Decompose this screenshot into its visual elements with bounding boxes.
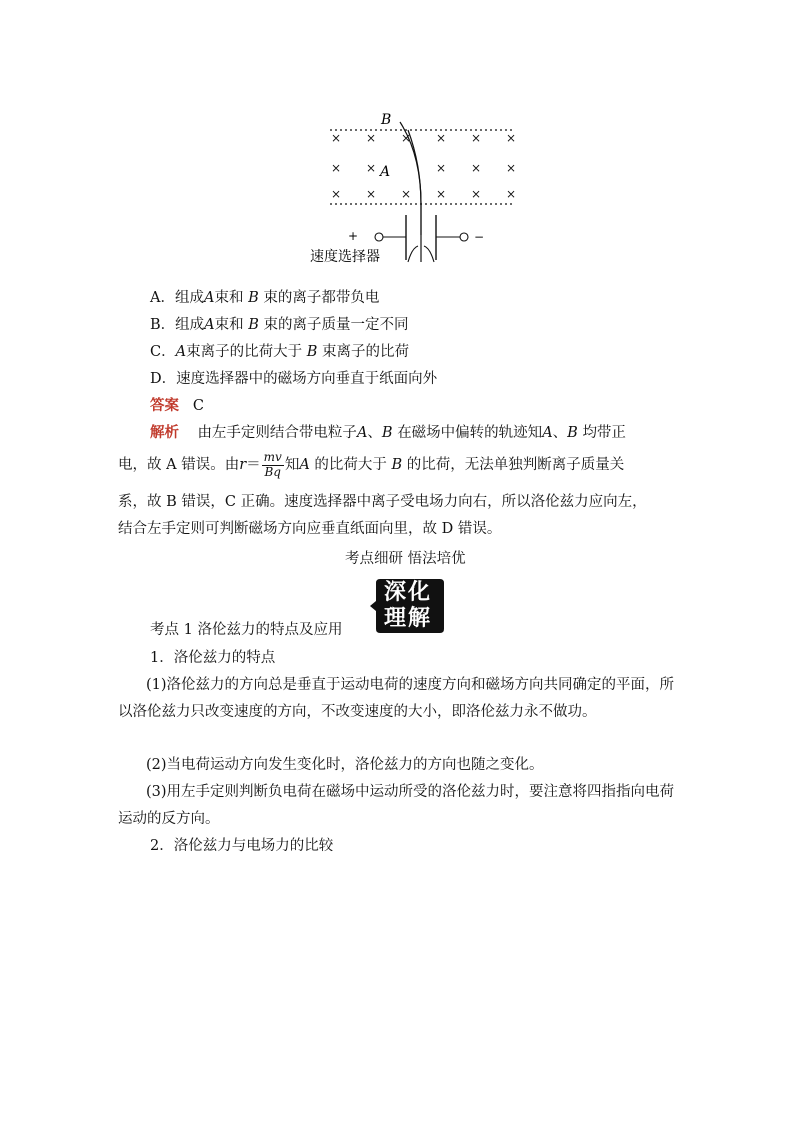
field-cross-mark: × [506,161,517,175]
label-A: A [380,164,391,180]
field-cross-mark: × [401,187,412,201]
analysis-line-2: 电，故 A 错误。由r＝ $\frac{mv}{Bq}$ 知A 的比荷大于 B 的比荷，无法单独判断离子质量关 [118,450,625,479]
field-cross-mark: × [436,161,447,175]
minus-sign: − [474,230,485,244]
paragraph-3: (3)用左手定则判断负电荷在磁场中运动所受的洛伦兹力时，要注意将四指指向电荷运动的反方向。 [118,784,675,827]
answer-line [150,399,204,414]
analysis-line-1: 解析 由左手定则结合带电粒子A、B 在磁场中偏转的轨迹知A、B 均带正 [150,424,626,441]
slit-left [408,246,418,262]
badge-line-1: 深化 [384,580,433,605]
heading-2: 2．洛伦兹力与电场力的比较 [150,838,334,854]
terminal-right [460,233,468,241]
plus-sign: + [348,229,359,243]
slit-right [424,246,434,262]
field-cross-mark: × [506,187,517,201]
deepen-understanding-badge [370,577,445,635]
field-cross-mark: × [366,131,377,145]
label-B: B [381,112,392,128]
answer-value: C [192,398,204,414]
field-cross-mark: × [471,161,482,175]
field-cross-mark: × [331,131,342,145]
heading-1: 1．洛伦兹力的特点 [150,650,276,666]
badge-line-2: 理解 [384,606,433,631]
option-d: D．速度选择器中的磁场方向垂直于纸面向外 [150,371,438,387]
answer-label: 答案 [150,397,179,414]
velocity-selector-figure [300,100,530,275]
paragraph-2: (2)当电荷运动方向发生变化时，洛伦兹力的方向也随之变化。 [146,757,544,773]
field-cross-mark: × [436,131,447,145]
field-cross-mark: × [436,187,447,201]
fraction-mv-over-bq: $\frac{mv}{Bq}$ [263,450,282,479]
terminal-left [375,233,383,241]
section-title: 考点细研 悟法培优 [345,551,466,567]
paragraph-1: (1)洛伦兹力的方向总是垂直于运动电荷的速度方向和磁场方向共同确定的平面，所以洛伦兹力只改变速度的方向，不改变速度的大小，即洛伦兹力永不做功。 [118,677,675,720]
field-cross-mark: × [506,131,517,145]
option-a: A．组成A束和 B 束的离子都带负电 [150,290,380,306]
option-c: C．A束离子的比荷大于 B 束离子的比荷 [150,344,409,360]
field-cross-mark: × [471,131,482,145]
figure-caption: 速度选择器 [310,249,380,265]
analysis-label: 解析 [150,424,179,441]
kaodian-heading: 考点 1 洛伦兹力的特点及应用 [150,622,343,638]
magnetic-field-marks [331,131,516,201]
field-cross-mark: × [401,131,412,145]
field-cross-mark: × [366,187,377,201]
field-cross-mark: × [366,161,377,175]
field-cross-mark: × [331,187,342,201]
field-cross-mark: × [471,187,482,201]
analysis-line-3: 系，故 B 错误，C 正确。速度选择器中离子受电场力向右，所以洛伦兹力应向左， [118,494,647,510]
option-b: B．组成A束和 B 束的离子质量一定不同 [150,317,409,333]
analysis-line-4: 结合左手定则可判断磁场方向应垂直纸面向里，故 D 错误。 [118,521,502,537]
velocity-selector-diagram [300,100,530,275]
field-cross-mark: × [331,161,342,175]
